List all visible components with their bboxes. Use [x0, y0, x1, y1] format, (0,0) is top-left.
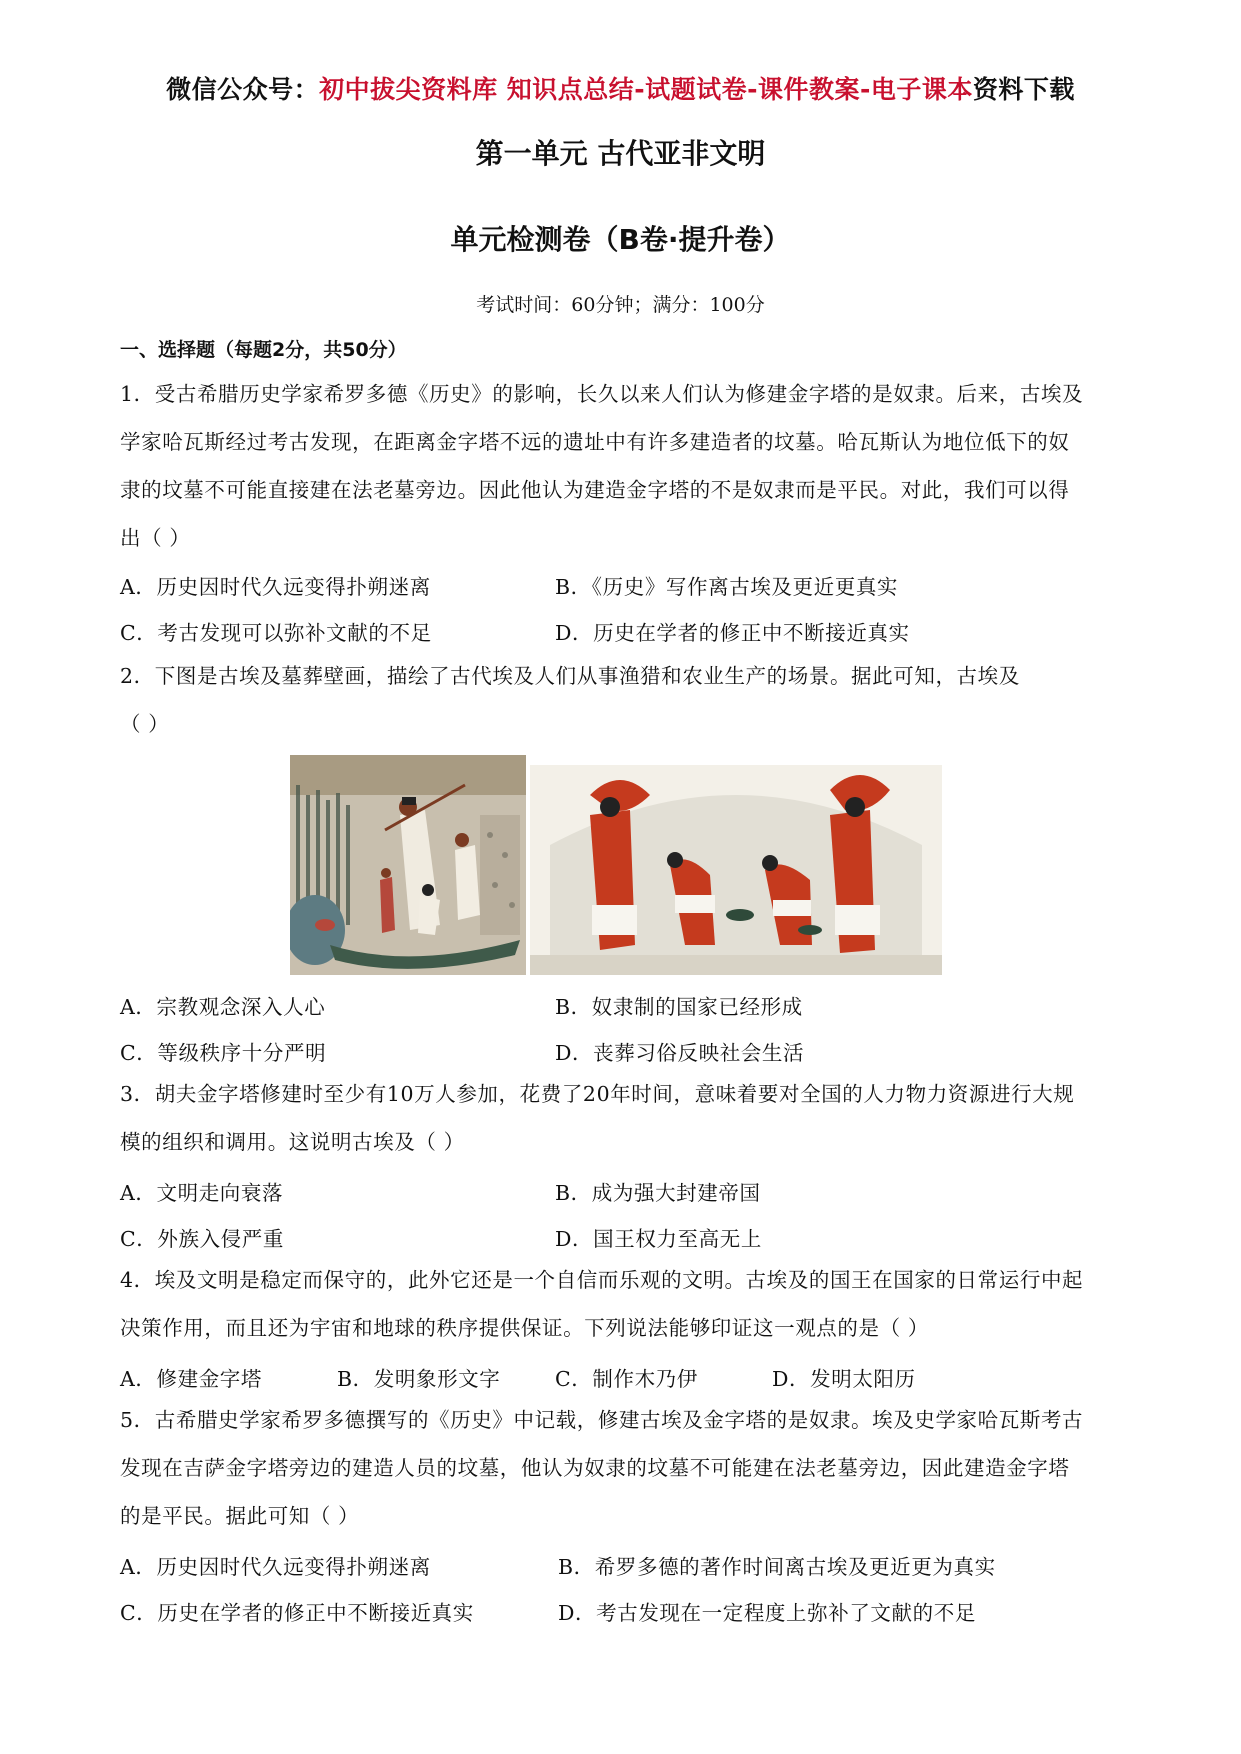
mural-fishing-scene [290, 755, 526, 975]
banner-prefix: 微信公众号： [166, 75, 320, 104]
q2-option-c[interactable]: C．等级秩序十分严明 [120, 1041, 327, 1065]
section-heading: 一、选择题（每题2分，共50分） [120, 339, 407, 361]
question-2-stem [120, 652, 1130, 748]
q5-option-d[interactable]: D．考古发现在一定程度上弥补了文献的不足 [558, 1601, 976, 1625]
stem-line: 4．埃及文明是稳定而保守的，此外它还是一个自信而乐观的文明。古埃及的国王在国家的日常运行中起 [120, 1268, 1084, 1292]
question-5-stem [120, 1396, 1130, 1540]
mural-images [290, 755, 942, 975]
stem-line: 2．下图是古埃及墓葬壁画，描绘了古代埃及人们从事渔猎和农业生产的场景。据此可知，古埃及 [120, 664, 1020, 688]
stem-line: 3．胡夫金字塔修建时至少有10万人参加，花费了20年时间，意味着要对全国的人力物力资源进行大规 [120, 1082, 1075, 1106]
stem-line: 模的组织和调用。这说明古埃及（ ） [120, 1130, 465, 1154]
stem-line: 发现在吉萨金字塔旁边的建造人员的坟墓，他认为奴隶的坟墓不可能建在法老墓旁边，因此建造金字塔 [120, 1456, 1070, 1480]
stem-line: 5．古希腊史学家希罗多德撰写的《历史》中记载，修建古埃及金字塔的是奴隶。埃及史学家哈瓦斯考古 [120, 1408, 1084, 1432]
stem-line: （ ） [120, 712, 170, 736]
q2-option-d[interactable]: D．丧葬习俗反映社会生活 [555, 1041, 805, 1065]
stem-line: 出（ ） [120, 526, 191, 550]
wechat-banner [0, 70, 1241, 106]
q4-option-d[interactable]: D．发明太阳历 [772, 1367, 916, 1391]
q1-option-b[interactable]: B．《历史》写作离古埃及更近更真实 [555, 575, 899, 599]
stem-line: 1．受古希腊历史学家希罗多德《历史》的影响，长久以来人们认为修建金字塔的是奴隶。后来，古埃及 [120, 382, 1084, 406]
stem-line: 学家哈瓦斯经过考古发现，在距离金字塔不远的遗址中有许多建造者的坟墓。哈瓦斯认为地位低下的奴 [120, 430, 1070, 454]
question-3-stem [120, 1070, 1130, 1166]
q3-option-a[interactable]: A．文明走向衰落 [120, 1181, 284, 1205]
mural-harvest-scene [530, 765, 942, 975]
unit-title: 第一单元 古代亚非文明 [475, 137, 766, 170]
q5-option-c[interactable]: C．历史在学者的修正中不断接近真实 [120, 1601, 474, 1625]
tomb-mural-figure [290, 755, 942, 975]
q4-option-a[interactable]: A．修建金字塔 [120, 1367, 263, 1391]
banner-suffix: 资料下载 [972, 75, 1075, 104]
q5-option-a[interactable]: A．历史因时代久远变得扑朔迷离 [120, 1555, 431, 1579]
stem-line: 决策作用，而且还为宇宙和地球的秩序提供保证。下列说法能够印证这一观点的是（ ） [120, 1316, 929, 1340]
banner-brand: 初中拔尖资料库 知识点总结-试题试卷-课件教案-电子课本 [319, 75, 973, 104]
stem-line: 隶的坟墓不可能直接建在法老墓旁边。因此他认为建造金字塔的不是奴隶而是平民。对此，我们可以得 [120, 478, 1070, 502]
q4-option-b[interactable]: B．发明象形文字 [337, 1367, 501, 1391]
exam-info: 考试时间：60分钟；满分：100分 [476, 294, 765, 316]
question-1-stem [120, 370, 1130, 562]
q1-option-d[interactable]: D．历史在学者的修正中不断接近真实 [555, 621, 910, 645]
q4-option-c[interactable]: C．制作木乃伊 [555, 1367, 698, 1391]
stem-line: 的是平民。据此可知（ ） [120, 1504, 360, 1528]
q3-option-c[interactable]: C．外族入侵严重 [120, 1227, 284, 1251]
question-4-stem [120, 1256, 1130, 1352]
q5-option-b[interactable]: B．希罗多德的著作时间离古埃及更近更为真实 [558, 1555, 996, 1579]
q1-option-a[interactable]: A．历史因时代久远变得扑朔迷离 [120, 575, 431, 599]
q3-option-b[interactable]: B．成为强大封建帝国 [555, 1181, 761, 1205]
paper-title: 单元检测卷（B卷·提升卷） [450, 223, 791, 256]
q2-option-a[interactable]: A．宗教观念深入人心 [120, 995, 326, 1019]
q3-option-d[interactable]: D．国王权力至高无上 [555, 1227, 762, 1251]
q2-option-b[interactable]: B．奴隶制的国家已经形成 [555, 995, 803, 1019]
q1-option-c[interactable]: C．考古发现可以弥补文献的不足 [120, 621, 432, 645]
